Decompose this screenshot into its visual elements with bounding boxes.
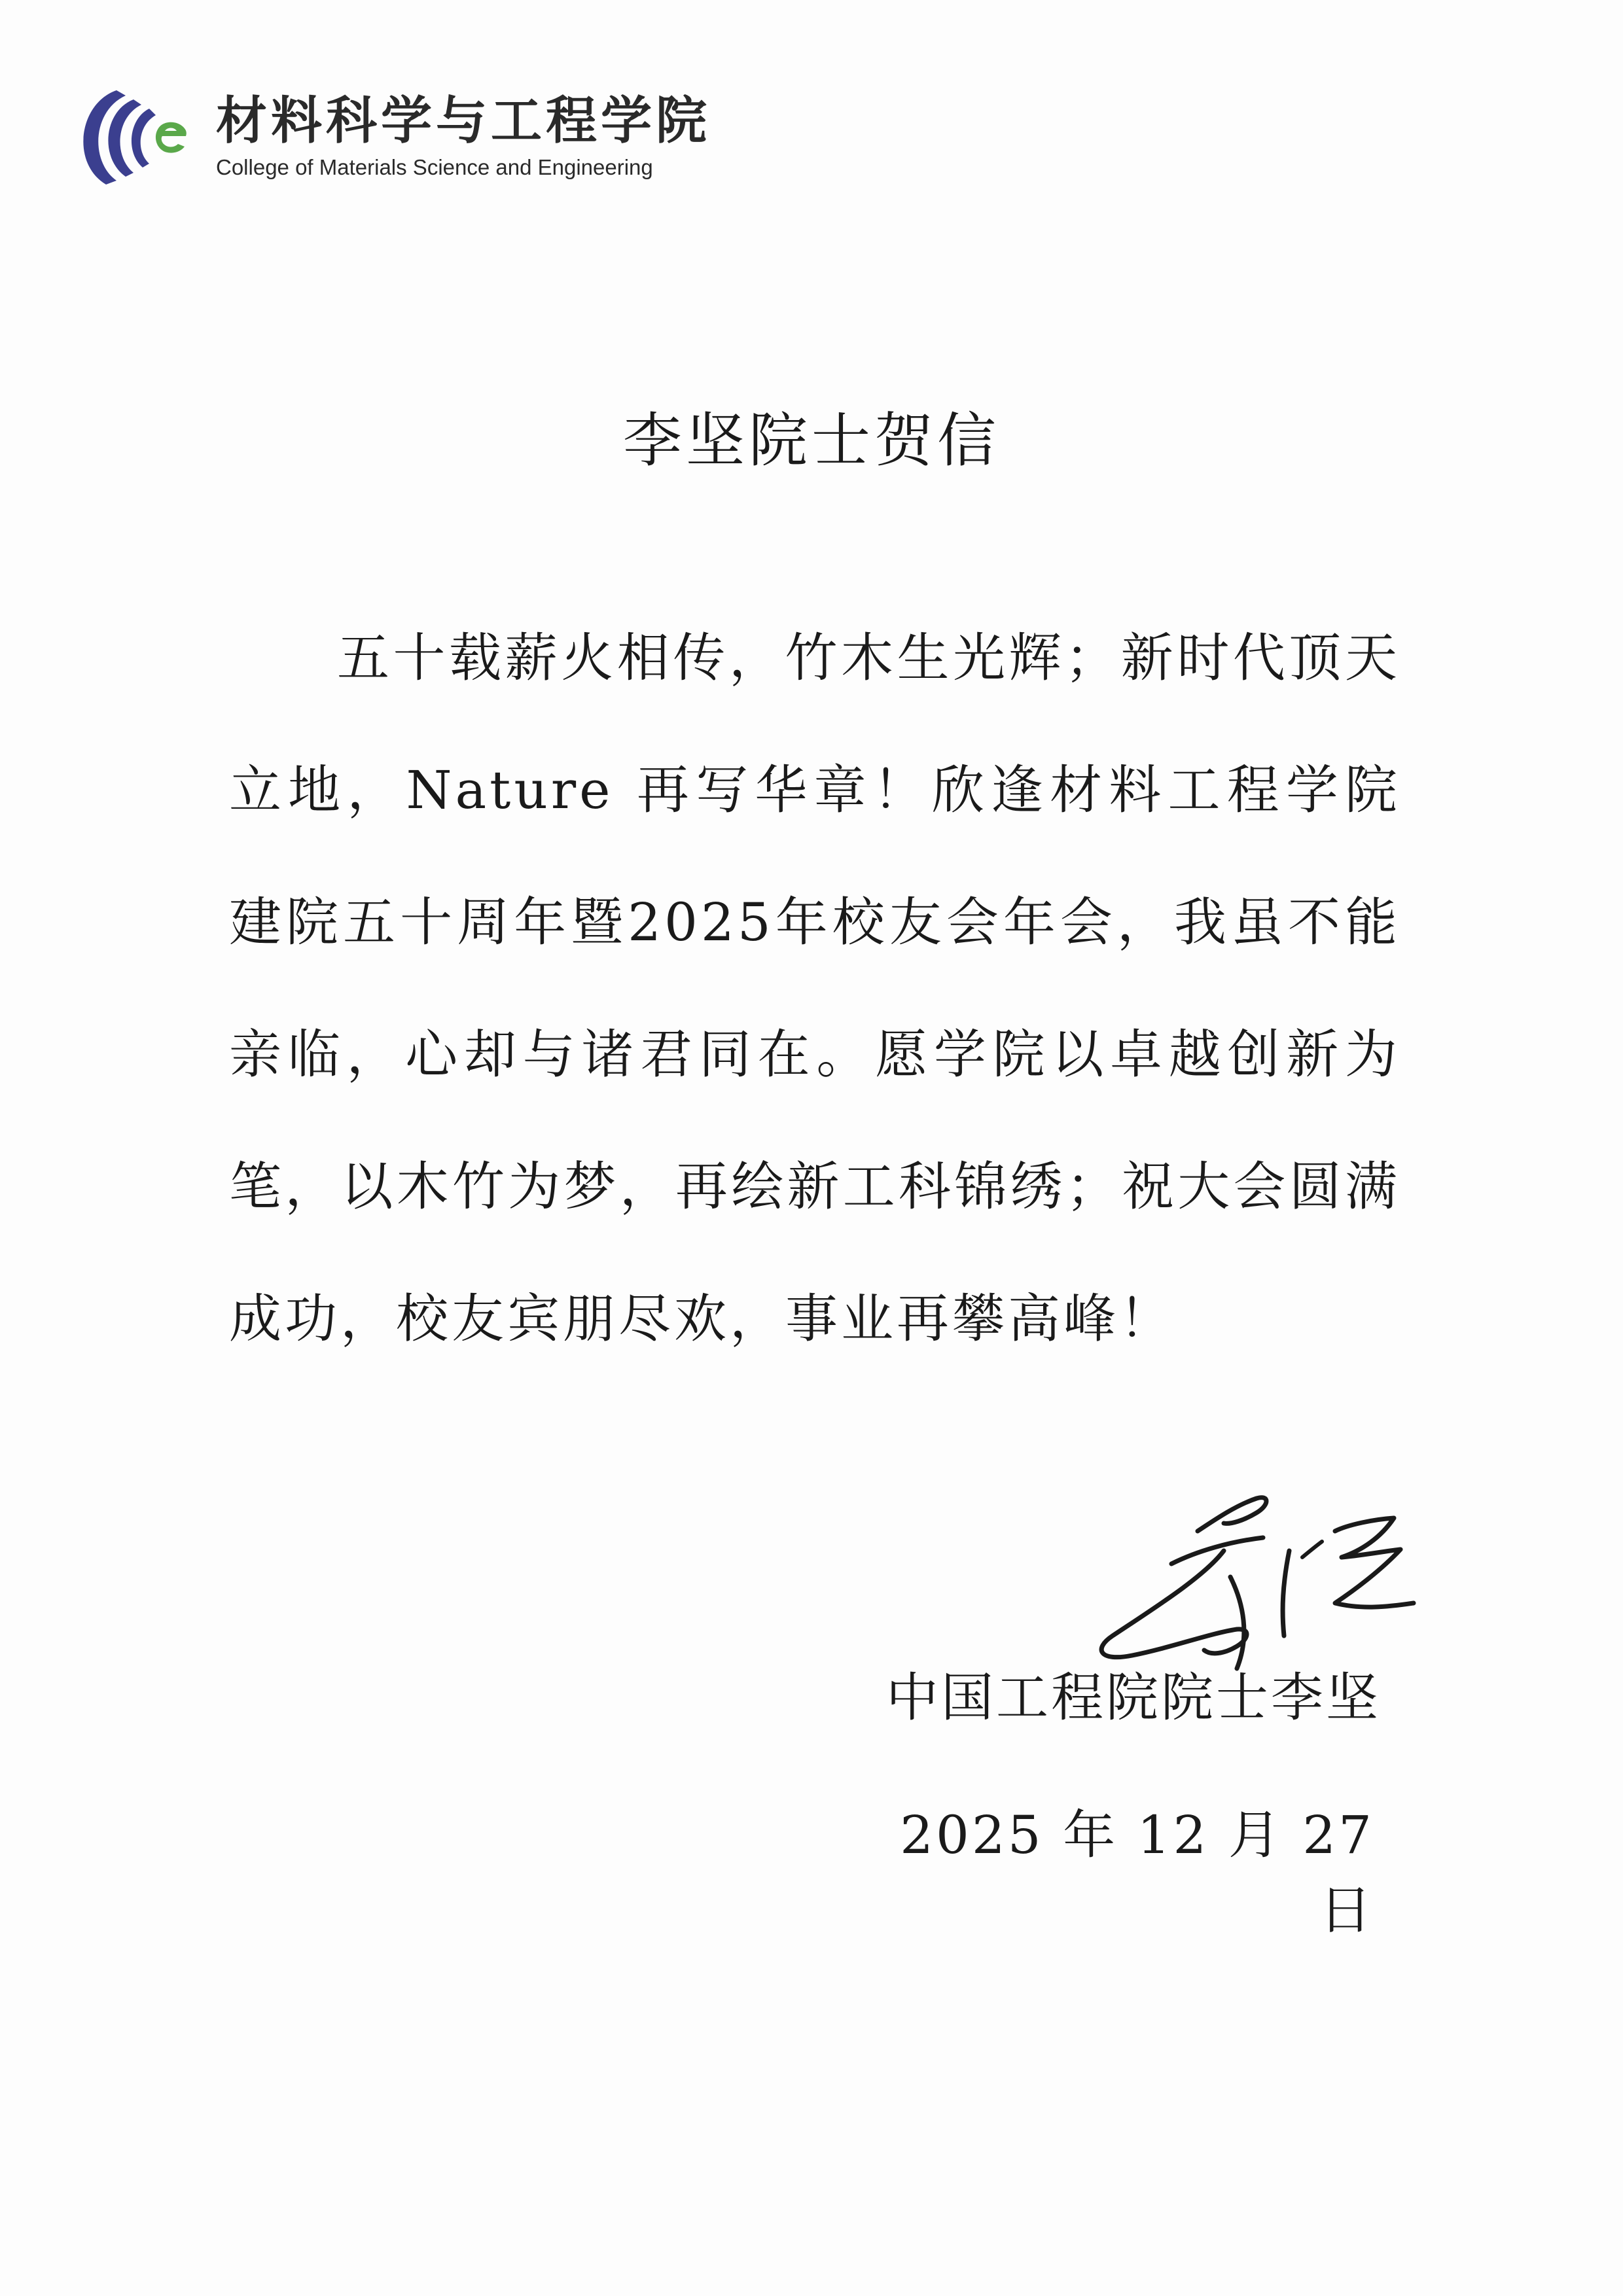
letter-title: 李坚院士贺信 <box>623 406 1000 475</box>
letter-body: 五十载薪火相传，竹木生光辉；新时代顶天立地，Nature 再写华章！欣逢材料工程学院建院五十周年暨2025年校友会年会，我虽不能亲临，心却与诸君同在。愿学院以卓越创新为笔，以木竹为梦，再绘新工科锦绣；祝大会圆满成功，校友宾朋尽欢，事业再攀高峰！ <box>229 627 1400 1349</box>
letter-date: 2025 年 12 月 27 日 <box>900 1805 1374 1941</box>
letterhead <box>65 85 711 190</box>
college-name-cn: 材料科学与工程学院 <box>216 92 711 151</box>
college-name-en: College of Materials Science and Engineering <box>216 154 653 179</box>
college-emblem-icon <box>65 85 190 190</box>
handwritten-signature-icon <box>1073 1479 1427 1675</box>
signer-name: 中国工程院院士李坚 <box>886 1667 1381 1728</box>
letterhead-text <box>216 92 711 180</box>
